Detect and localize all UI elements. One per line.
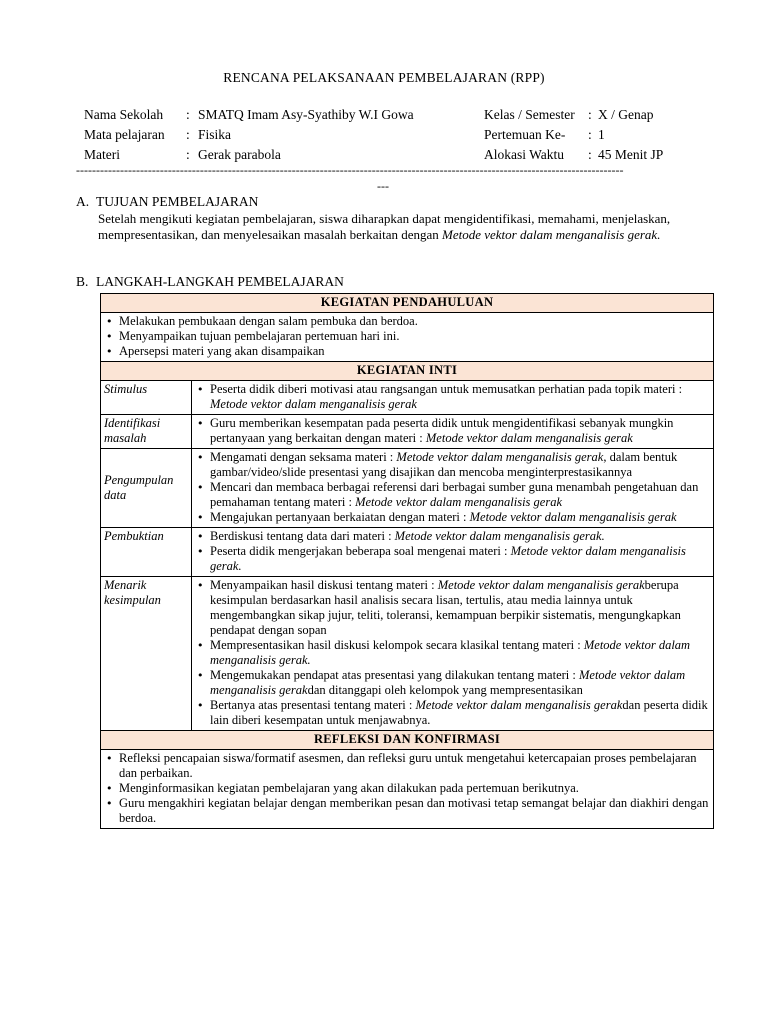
item-text: Peserta didik diberi motivasi atau rangsangan untuk memusatkan perhatian pada topik materi : bbox=[210, 382, 683, 396]
section-title: TUJUAN PEMBELAJARAN bbox=[96, 194, 259, 209]
item-italic: Metode vektor dalam menganalisis gerak bbox=[437, 578, 645, 592]
section-letter: A. bbox=[76, 194, 90, 209]
table-row bbox=[101, 449, 714, 528]
stage-content bbox=[192, 528, 714, 577]
list-item: • Menyampaikan tujuan pembelajaran pertemuan hari ini. bbox=[104, 329, 710, 344]
list-item: • Apersepsi materi yang akan disampaikan bbox=[104, 344, 710, 359]
info-row-school bbox=[84, 105, 414, 125]
info-colon: : bbox=[186, 126, 190, 142]
item-italic: Metode vektor dalam menganalisis gerak bbox=[425, 431, 633, 445]
info-left bbox=[84, 105, 414, 165]
table-row bbox=[101, 415, 714, 449]
separator-line: ----------------------------------------------------------------------------------------------------------------------------------------- bbox=[76, 163, 624, 177]
table-row bbox=[101, 731, 714, 750]
info-value: 1 bbox=[598, 126, 605, 142]
info-colon: : bbox=[186, 106, 190, 122]
table-row bbox=[101, 362, 714, 381]
info-label: Pertemuan Ke- bbox=[484, 126, 566, 142]
list-item bbox=[195, 510, 710, 525]
item-italic: Metode vektor dalam menganalisis gerak bbox=[415, 698, 623, 712]
list-item bbox=[195, 450, 710, 480]
list-item bbox=[195, 638, 710, 668]
info-right bbox=[484, 105, 663, 165]
list-item bbox=[195, 416, 710, 446]
info-row-time bbox=[484, 145, 663, 165]
item-italic: Metode vektor dalam menganalisis gerak. bbox=[210, 638, 691, 667]
learning-steps-table bbox=[100, 293, 714, 829]
info-value: SMATQ Imam Asy-Syathiby W.I Gowa bbox=[198, 106, 414, 122]
item-text: Mengajukan pertanyaan berkaiatan dengan materi : bbox=[210, 510, 470, 524]
info-label: Mata pelajaran bbox=[84, 126, 165, 142]
item-text: berupa kesimpulan berdasarkan hasil analisis secara lisan, tertulis, atau media lainnya untuk mengembangkan sikap jujur, teliti, toleransi, kemampuan berpikir sistematis, mengungkapkan pendapat dengan sopan bbox=[210, 578, 681, 637]
item-italic: Metode vektor dalam menganalisis gerak. bbox=[210, 544, 686, 573]
info-row-subject bbox=[84, 125, 414, 145]
info-label: Kelas / Semester bbox=[484, 106, 575, 122]
header-inti: KEGIATAN INTI bbox=[101, 362, 714, 381]
bullet-list bbox=[195, 416, 710, 446]
intro-italic: Metode vektor dalam menganalisis gerak. bbox=[442, 227, 661, 242]
table-row bbox=[101, 528, 714, 577]
info-colon: : bbox=[588, 106, 592, 122]
stage-content bbox=[192, 381, 714, 415]
info-value: 45 Menit JP bbox=[598, 146, 664, 162]
bullet-list bbox=[195, 578, 710, 728]
section-title: LANGKAH-LANGKAH PEMBELAJARAN bbox=[96, 274, 344, 289]
refleksi-cell bbox=[101, 750, 714, 829]
list-item bbox=[195, 382, 710, 412]
info-value: Gerak parabola bbox=[198, 146, 281, 162]
list-item: • Refleksi pencapaian siswa/formatif asesmen, dan refleksi guru untuk mengetahui ketercapaian proses pembelajaran dan perbaikan. bbox=[104, 751, 710, 781]
item-italic: Metode vektor dalam menganalisis gerak bbox=[396, 450, 604, 464]
item-text: Mengamati dengan seksama materi : bbox=[210, 450, 397, 464]
table-row bbox=[101, 313, 714, 362]
item-text: Guru memberikan kesempatan pada peserta didik untuk mengidentifikasi sebanyak mungkin pertanyaan yang berkaitan dengan materi : bbox=[210, 416, 674, 445]
bullet-list bbox=[104, 314, 710, 359]
item-text: Peserta didik mengerjakan beberapa soal mengenai materi : bbox=[210, 544, 511, 558]
bullet-list bbox=[195, 382, 710, 412]
info-row-class bbox=[484, 105, 663, 125]
item-italic: Metode vektor dalam menganalisis gerak bbox=[469, 510, 677, 524]
table-row bbox=[101, 577, 714, 731]
item-text: Bertanya atas presentasi tentang materi : bbox=[210, 698, 416, 712]
list-item: • Menginformasikan kegiatan pembelajaran yang akan dilakukan pada pertemuan berikutnya. bbox=[104, 781, 710, 796]
item-text: , dalam bentuk gambar/video/slide presentasi yang disajikan dan mencoba menginterprestasikannya bbox=[210, 450, 678, 479]
item-text: Mengemukakan pendapat atas presentasi yang dilakukan tentang materi : bbox=[210, 668, 579, 682]
section-b-heading bbox=[76, 274, 344, 291]
stage-label: Stimulus bbox=[101, 381, 192, 415]
intro-text: Setelah mengikuti kegiatan pembelajaran, siswa diharapkan dapat mengidentifikasi, memahami, menjelaskan, mempresentasikan, dan menyelesaikan masalah berkaitan dengan bbox=[98, 211, 671, 242]
list-item: • Melakukan pembukaan dengan salam pembuka dan berdoa. bbox=[104, 314, 710, 329]
item-italic: Metode vektor dalam menganalisis gerak bbox=[210, 397, 417, 411]
info-value: X / Genap bbox=[598, 106, 654, 122]
info-label: Alokasi Waktu bbox=[484, 146, 565, 162]
info-colon: : bbox=[588, 146, 592, 162]
section-letter: B. bbox=[76, 274, 89, 289]
stage-content bbox=[192, 577, 714, 731]
table-row bbox=[101, 750, 714, 829]
stage-label: Identifikasi masalah bbox=[101, 415, 192, 449]
info-value: Fisika bbox=[198, 126, 232, 142]
list-item bbox=[195, 668, 710, 698]
stage-content bbox=[192, 449, 714, 528]
info-colon: : bbox=[588, 126, 592, 142]
stage-label: Pengumpulan data bbox=[101, 449, 192, 528]
list-item bbox=[195, 529, 710, 544]
learning-objective-text bbox=[98, 211, 698, 243]
table-row bbox=[101, 381, 714, 415]
item-text: Mempresentasikan hasil diskusi kelompok secara klasikal tentang materi : bbox=[210, 638, 584, 652]
pendahuluan-cell bbox=[101, 313, 714, 362]
item-text: Berdiskusi tentang data dari materi : bbox=[210, 529, 395, 543]
item-italic: Metode vektor dalam menganalisis gerak bbox=[355, 495, 562, 509]
info-row-topic bbox=[84, 145, 414, 165]
info-row-meeting bbox=[484, 125, 663, 145]
document-title: RENCANA PELAKSANAAN PEMBELAJARAN (RPP) bbox=[223, 70, 545, 85]
info-label: Materi bbox=[84, 146, 120, 162]
stage-label: Pembuktian bbox=[101, 528, 192, 577]
table-row bbox=[101, 294, 714, 313]
list-item bbox=[195, 544, 710, 574]
list-item bbox=[195, 698, 710, 728]
item-italic: Metode vektor dalam menganalisis gerak bbox=[210, 668, 686, 697]
section-a-heading bbox=[76, 194, 258, 211]
header-refleksi: REFLEKSI DAN KONFIRMASI bbox=[101, 731, 714, 750]
list-item: • Guru mengakhiri kegiatan belajar dengan memberikan pesan dan motivasi tetap semangat belajar dan diakhiri dengan berdoa. bbox=[104, 796, 710, 826]
item-text: Menyampaikan hasil diskusi tentang materi : bbox=[210, 578, 438, 592]
info-label: Nama Sekolah bbox=[84, 106, 164, 122]
separator-tail: --- bbox=[377, 179, 389, 193]
stage-content bbox=[192, 415, 714, 449]
bullet-list bbox=[195, 529, 710, 574]
stage-label: Menarik kesimpulan bbox=[101, 577, 192, 731]
list-item bbox=[195, 578, 710, 638]
header-pendahuluan: KEGIATAN PENDAHULUAN bbox=[101, 294, 714, 313]
bullet-list bbox=[104, 751, 710, 826]
bullet-list bbox=[195, 450, 710, 525]
list-item bbox=[195, 480, 710, 510]
item-text: dan peserta didik lain diberi kesempatan untuk menjawabnya. bbox=[210, 698, 708, 727]
item-text: Mencari dan membaca berbagai referensi dari berbagai sumber guna menambah pengetahuan dan pemahaman tentang materi : bbox=[210, 480, 699, 509]
item-text: dan ditanggapi oleh kelompok yang mempresentasikan bbox=[307, 683, 583, 697]
item-italic: Metode vektor dalam menganalisis gerak. bbox=[394, 529, 605, 543]
info-colon: : bbox=[186, 146, 190, 162]
